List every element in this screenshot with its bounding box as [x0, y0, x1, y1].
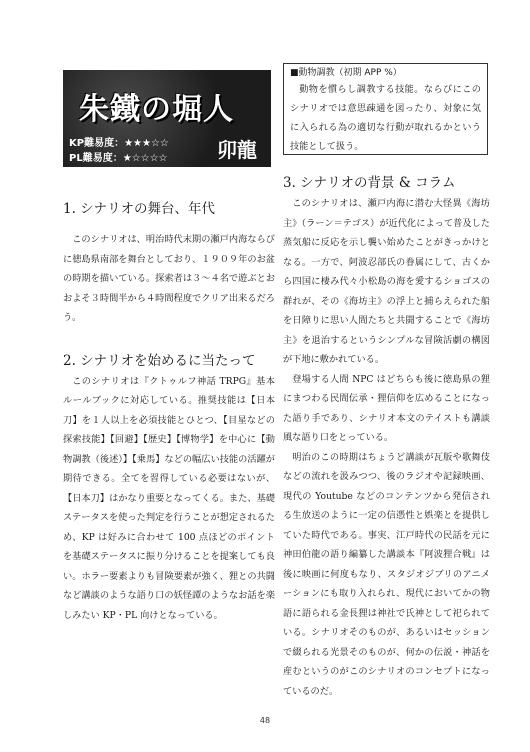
- section-heading: 3. シナリオの背景 & コラム: [283, 175, 456, 191]
- section-heading: 1. シナリオの舞台、年代: [63, 201, 216, 217]
- title-banner: [63, 70, 271, 167]
- section-paragraph: このシナリオは、明治時代末期の瀬戸内海ならびに徳島県南部を舞台としており、１９０９年のお盆の時期を描いている。探索者は３～４名で遊ぶとおおよそ３時間半から４時間程度でクリア出来るだろう。: [63, 234, 275, 323]
- skill-definition-box: [283, 63, 488, 155]
- author-name: 卯龍: [217, 138, 257, 162]
- right-column: [283, 172, 490, 701]
- page-number: 48: [259, 716, 271, 725]
- section-paragraph: 明治のこの時期はちょうど講談が瓦版や歌舞伎などの流れを汲みつつ、後のラジオや記録映画、現代の Youtube などのコンテンツから発信される生放送のように一定の信憑性と娯楽とを提供していた時代である。事実、江戸時代の民話を元に神田伯龍の語り編纂した講談本『阿波狸合戦』は後に映画に何度もなり、スタジオジブリのアニメーションにも取り入れられ、現代においてかの物語に語られる金長狸は神社で氏神として祀られている。シナリオそのものが、あるいはセッションで綴られる光景そのものが、何かの伝説・神話を産むというのがこのシナリオのコンセプトになっているのだ。: [283, 451, 490, 697]
- pl-difficulty: PL難易度：★☆☆☆☆: [69, 153, 168, 164]
- skill-box-heading: ■動物調教（初期 APP %）: [290, 68, 402, 78]
- section-paragraph: 登場する人間 NPC はどちらも後に徳島県の狸にまつわる民間伝承・狸信仰を広めることになった語り手であり、シナリオ本文のテイストも講談風な語り口をとっている。: [283, 373, 490, 443]
- skill-box-body: 動物を慣らし調教する技能。ならびにこのシナリオでは意思疎通を図ったり、対象に気に入られる為の適切な行動が取れるかという技能として扱う。: [290, 84, 481, 152]
- kp-difficulty: KP難易度：★★★☆☆: [69, 138, 169, 149]
- scenario-title: 朱鐵の堀人: [79, 92, 234, 127]
- section-heading: 2. シナリオを始めるに当たって: [63, 352, 256, 369]
- section-paragraph: このシナリオは、瀬戸内海に潜む大怪異《海坊主》（ラーン＝テゴス）が近代化によって普及した蒸気船に反応を示し襲い始めたことがきっかけとなる。一方で、阿波忍部氏の眷属にして、古くから四国に棲み代々小松島の海を愛するショゴスの群れが、その《海坊主》の浮上と捕らえられた船を日障りに思い人間たちと共闘することで《海坊主》を退治するというシンプルな冒険活劇の構図が下地に敷かれている。: [283, 198, 490, 365]
- section-paragraph: このシナリオは『クトゥルフ神話 TRPG』基本ルールブックに対応している。推奨技能は【日本刀】を１人以上を必須技能とひとつ、【目星などの探索技能】【回避】【歴史】【博物学】を中心に【動物調教（後述）】【乗馬】などの幅広い技能の活躍が期待できる。全てを習得している必要はないが、【日本刀】はかなり重要となってくる。また、基礎ステータスを使った判定を行うことが想定されるため、KP は好みに合わせて 100 点ほどのポイントを基礎ステータスに振り分けることを提案しても良い。ホラー要素よりも冒険要素が強く、狸との共闘など講談のような語り口の妖怪譚のようなお話を楽しみたい KP・PL 向けとなっている。: [63, 375, 275, 621]
- left-column: [63, 198, 275, 625]
